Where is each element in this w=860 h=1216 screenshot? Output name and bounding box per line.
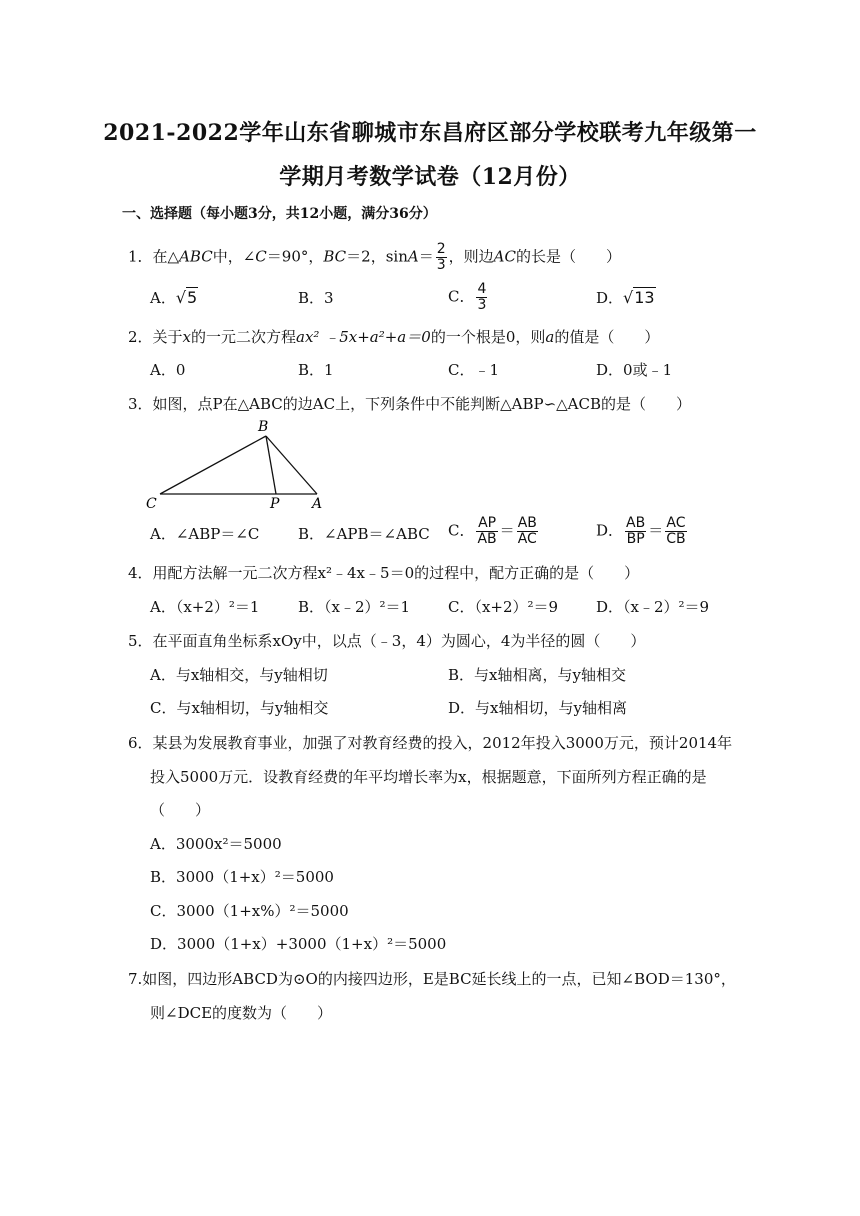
q6-option-d: D．3000（1+x）+3000（1+x）²＝5000 — [150, 935, 447, 953]
q1-text: 中，∠ — [212, 247, 256, 266]
q2-text: 2．关于 — [128, 328, 183, 346]
q2-option-b: B．1 — [298, 361, 334, 379]
sqrt-expression: √13 — [623, 288, 655, 307]
option-label: C． — [448, 287, 475, 306]
question-6-line-1: 6．某县为发展教育事业，加强了对教育经费的投入，2012年投入3000万元，预计2014年 — [128, 734, 733, 752]
q4-option-a: A．（x+2）²＝1 — [150, 598, 260, 616]
fraction-denominator: 3 — [477, 297, 487, 313]
q1-option-a — [150, 288, 198, 308]
question-7-line-2: 则∠DCE的度数为（ ） — [150, 1004, 333, 1022]
fraction-numerator: AC — [666, 515, 686, 531]
label-c: C — [146, 496, 157, 512]
question-4: 4．用配方法解一元二次方程x²﹣4x﹣5＝0的过程中，配方正确的是（ ） — [128, 564, 640, 582]
q1-text: 1．在△ — [128, 247, 180, 266]
question-5: 5．在平面直角坐标系xOy中，以点（﹣3，4）为圆心，4为半径的圆（ ） — [128, 632, 646, 650]
q1-text: ＝ — [418, 247, 434, 266]
option-label: A． — [150, 289, 176, 307]
q2-equation: ax² ﹣5x+a²+a＝0 — [296, 328, 431, 346]
radicand: 5 — [187, 288, 198, 307]
q5-option-b: B．与x轴相离，与y轴相交 — [448, 666, 626, 684]
q1-bc: BC — [323, 247, 347, 266]
fraction-denominator: AC — [517, 531, 537, 547]
title-line-1: 2021-2022学年山东省聊城市东昌府区部分学校联考九年级第一 — [103, 120, 757, 146]
question-2 — [128, 327, 659, 347]
fraction-denominator: BP — [626, 531, 645, 547]
q1-c: C — [255, 247, 267, 266]
fraction-denominator: AB — [477, 531, 497, 547]
q3-option-b: B．∠APB＝∠ABC — [298, 525, 430, 543]
question-1 — [128, 242, 621, 273]
fraction-numerator: 2 — [436, 241, 446, 257]
title-line-2: 学期月考数学试卷（12月份） — [279, 164, 581, 190]
q1-option-d — [596, 288, 656, 308]
q1-abc: ABC — [179, 247, 213, 266]
triangle-figure — [140, 418, 340, 514]
q2-option-d: D．0或﹣1 — [596, 361, 673, 379]
equals-sign: ＝ — [648, 521, 664, 540]
q3-option-d — [596, 516, 689, 547]
q5-option-c: C．与x轴相切，与y轴相交 — [150, 699, 329, 717]
fraction-numerator: AB — [517, 515, 537, 531]
segment-ba — [266, 436, 317, 494]
segment-cb — [160, 436, 266, 494]
q2-text: 的值是（ ） — [554, 328, 660, 346]
label-b: B — [258, 419, 269, 435]
fraction — [476, 516, 497, 547]
question-6-line-3: （ ） — [150, 801, 211, 819]
q6-option-c: C．3000（1+x%）²＝5000 — [150, 902, 349, 920]
q6-option-a: A．3000x²＝5000 — [150, 835, 282, 853]
fraction — [665, 516, 686, 547]
q1-text: ，则边 — [448, 247, 494, 266]
q1-text: 的长是（ ） — [515, 247, 621, 266]
q2-a: a — [545, 328, 555, 346]
q1-text: ＝90°， — [266, 247, 324, 266]
fraction-numerator: 4 — [477, 281, 487, 297]
option-label: D． — [596, 289, 624, 307]
section-heading: 一、选择题（每小题3分，共12小题，满分36分） — [122, 206, 437, 222]
q5-option-d: D．与x轴相切，与y轴相离 — [448, 699, 627, 717]
q2-text: 的一元二次方程 — [191, 328, 297, 346]
fraction — [517, 516, 538, 547]
question-7-line-1: 7.如图，四边形ABCD为⊙O的内接四边形，E是BC延长线上的一点，已知∠BOD＝130°， — [128, 970, 736, 988]
question-3: 3．如图，点P在△ABC的边AC上，下列条件中不能判断△ABP∽△ACB的是（ ） — [128, 395, 692, 413]
q2-text: 的一个根是0，则 — [430, 328, 546, 346]
sqrt-expression: √5 — [175, 288, 198, 307]
q4-option-c: C．（x+2）²＝9 — [448, 598, 559, 616]
option-label: D． — [596, 521, 624, 540]
q1-fraction — [436, 242, 447, 273]
radicand: 13 — [634, 288, 655, 307]
q2-x: x — [182, 328, 192, 346]
equals-sign: ＝ — [499, 521, 515, 540]
q1-option-b: B．3 — [298, 289, 334, 307]
q1-a: A — [407, 247, 419, 266]
fraction-denominator: 3 — [436, 257, 446, 273]
fraction — [625, 516, 646, 547]
q2-option-a: A．0 — [150, 361, 186, 379]
fraction-denominator: CB — [666, 531, 686, 547]
option-label: C． — [448, 521, 475, 540]
q1-text: ＝2，sin — [346, 247, 408, 266]
q1-ac: AC — [493, 247, 516, 266]
q4-option-b: B．（x﹣2）²＝1 — [298, 598, 411, 616]
q2-option-c: C．﹣1 — [448, 361, 500, 379]
fraction — [476, 282, 487, 313]
q4-option-d: D．（x﹣2）²＝9 — [596, 598, 710, 616]
label-a: A — [312, 496, 323, 512]
q3-option-a: A．∠ABP＝∠C — [150, 525, 260, 543]
q5-option-a: A．与x轴相交，与y轴相切 — [150, 666, 328, 684]
label-p: P — [270, 496, 280, 512]
question-6-line-2: 投入5000万元．设教育经费的年平均增长率为x，根据题意，下面所列方程正确的是 — [150, 768, 707, 786]
q3-option-c — [448, 516, 540, 547]
q6-option-b: B．3000（1+x）²＝5000 — [150, 868, 334, 886]
fraction-numerator: AB — [626, 515, 646, 531]
fraction-numerator: AP — [478, 515, 497, 531]
q1-option-c — [448, 282, 489, 313]
